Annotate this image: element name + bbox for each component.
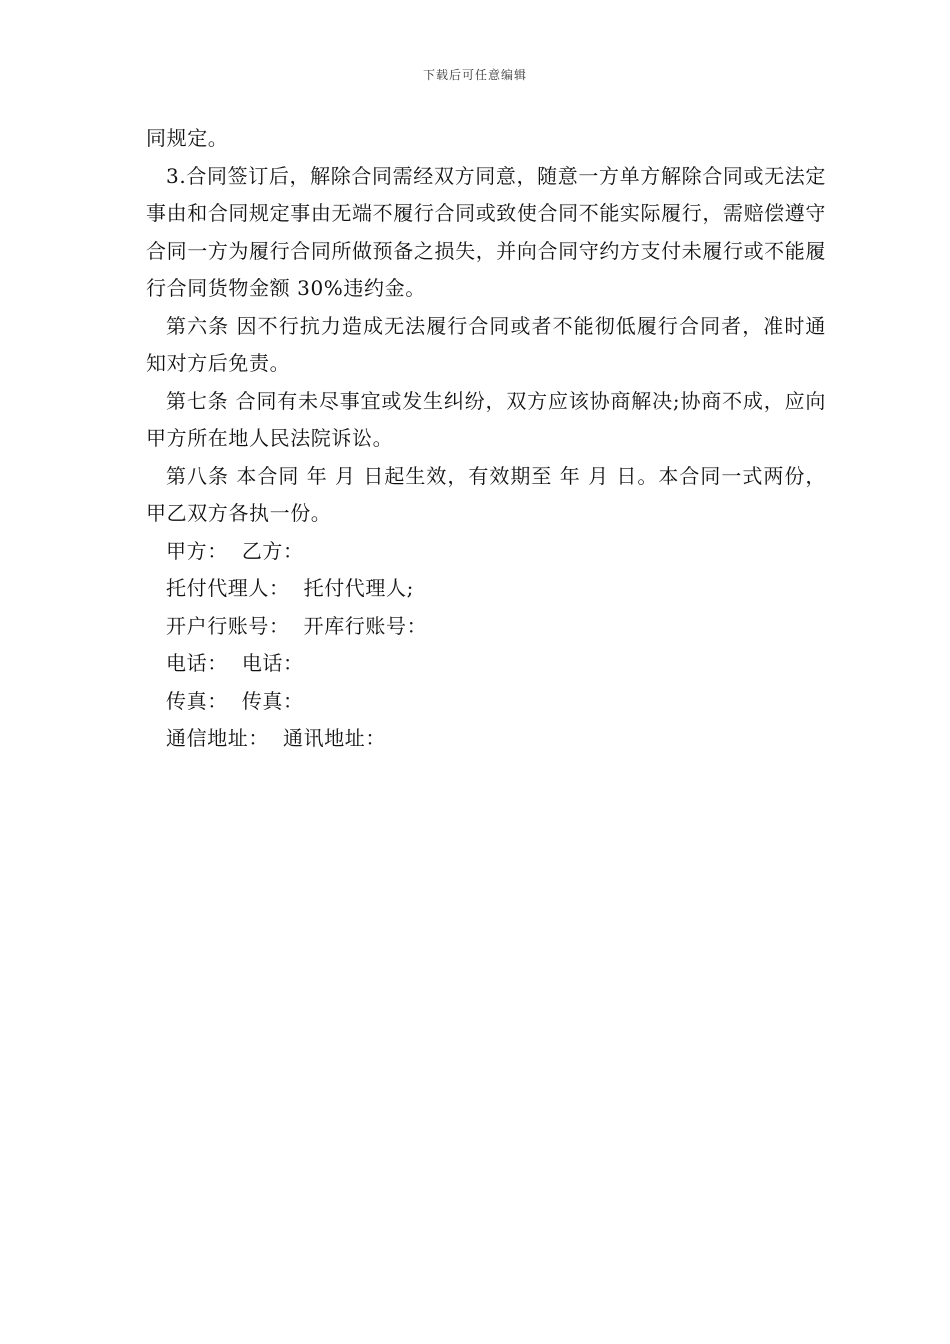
phone-b-label: 电话： [241, 651, 304, 675]
signature-row-address [146, 720, 826, 758]
document-body [146, 120, 826, 758]
fax-b-label: 传真： [241, 688, 304, 713]
bank-a-label: 开户行账号： [166, 613, 290, 638]
phone-a-label: 电话： [166, 651, 228, 675]
party-b-label: 乙方： [241, 538, 304, 563]
signature-row-party [146, 533, 826, 571]
agent-b-label: 托付代理人; [303, 576, 414, 600]
signature-row-agent [146, 570, 826, 608]
paragraph-article-6: 第六条 因不行抗力造成无法履行合同或者不能彻低履行合同者，准时通知对方后免责。 [146, 313, 826, 375]
fax-a-label: 传真： [166, 688, 228, 713]
paragraph-article-8: 第八条 本合同 年 月 日起生效，有效期至 年 月 日。本合同一式两份，甲乙双方各执一份。 [146, 463, 826, 525]
signature-block [146, 533, 826, 758]
bank-b-label: 开库行账号： [303, 613, 428, 638]
paragraph-article-7: 第七条 合同有未尽事宜或发生纠纷，双方应该协商解决;协商不成，应向甲方所在地人民法院诉讼。 [146, 388, 826, 450]
address-a-label: 通信地址： [166, 726, 269, 750]
paragraph-continuation: 同规定。 [146, 126, 229, 150]
signature-row-phone [146, 645, 826, 683]
party-a-label: 甲方： [166, 538, 228, 563]
signature-row-fax [146, 683, 826, 721]
page-header: 下载后可任意编辑 [422, 68, 527, 82]
signature-row-bank [146, 608, 826, 646]
paragraph-clause-3: 3.合同签订后，解除合同需经双方同意，随意一方单方解除合同或无法定事由和合同规定事由无端不履行合同或致使合同不能实际履行，需赔偿遵守合同一方为履行合同所做预备之损失，并向合同守约方支付未履行或不能履行合同货物金额 30%违约金。 [146, 163, 826, 300]
agent-a-label: 托付代理人： [166, 576, 290, 600]
address-b-label: 通讯地址： [283, 726, 386, 750]
